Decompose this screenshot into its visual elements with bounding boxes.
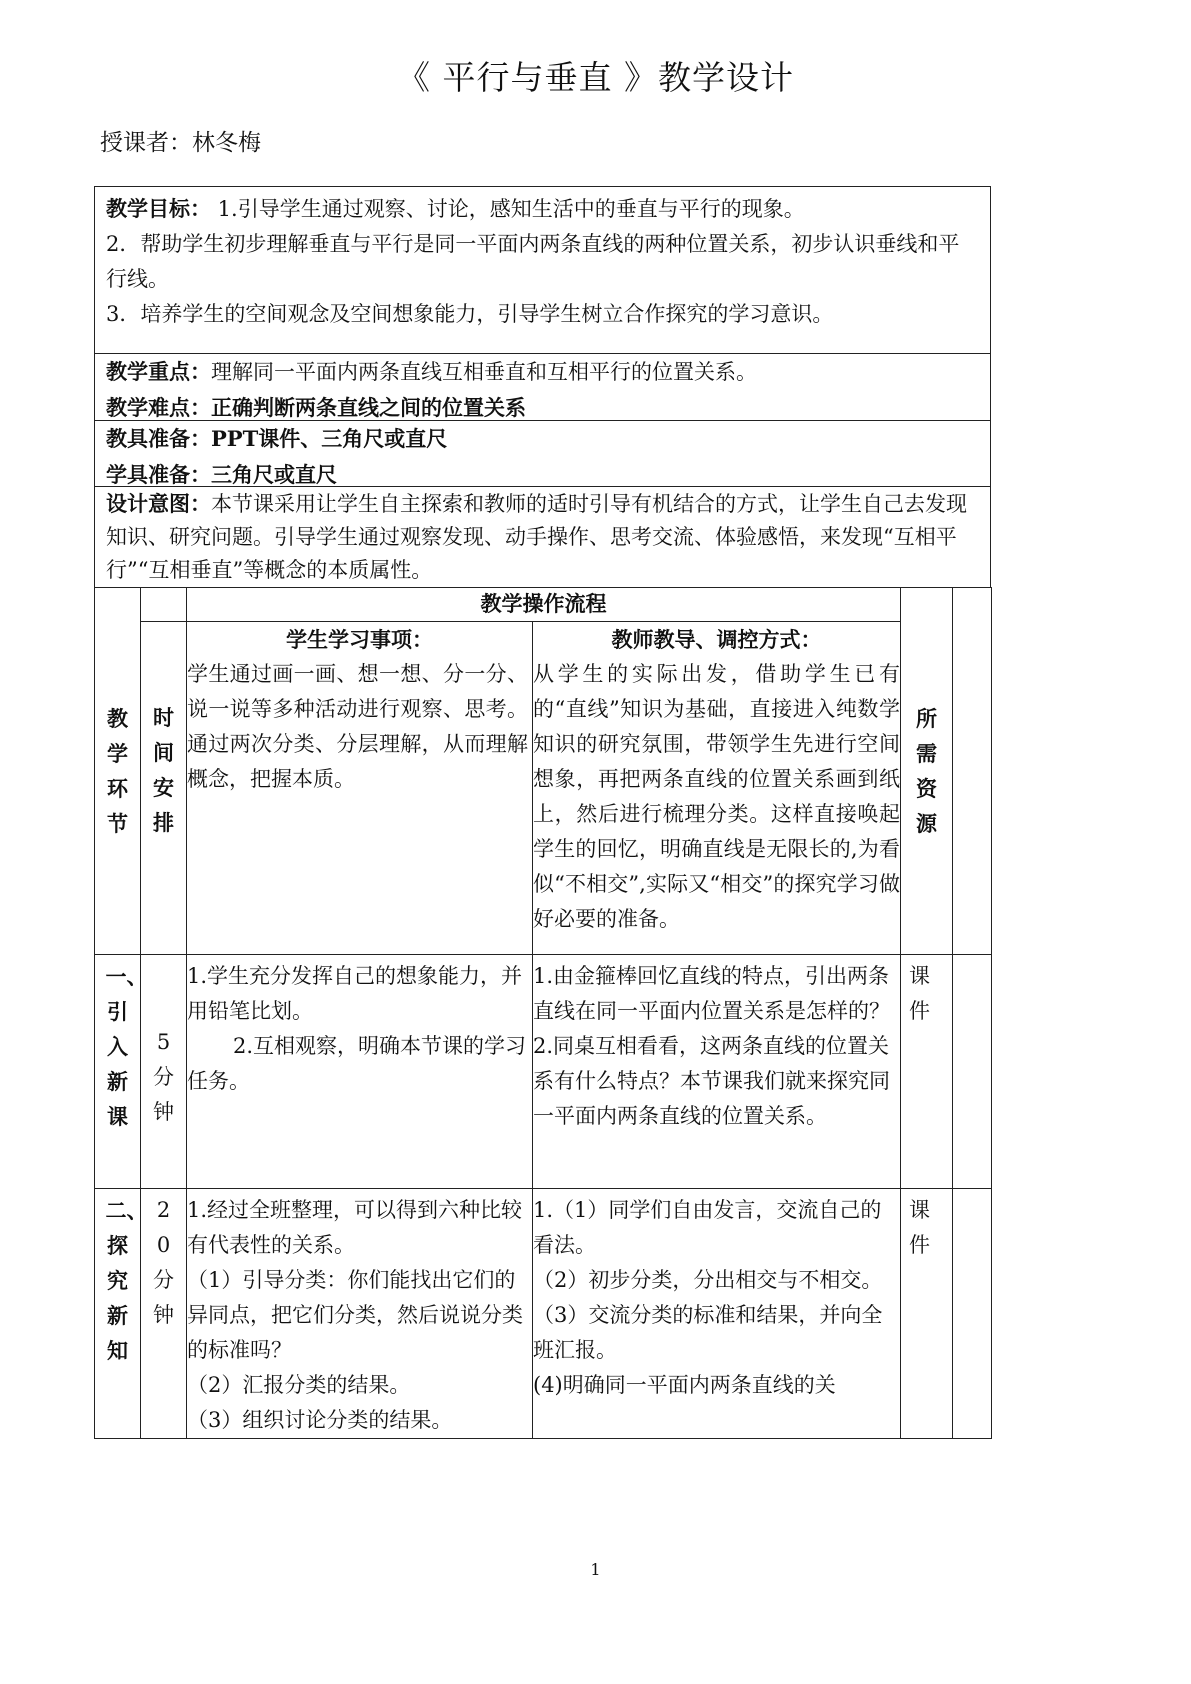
difficulty-label: 教学难点： <box>106 395 211 420</box>
resource-label: 课件 <box>909 964 930 1023</box>
student-header: 学生学习事项： <box>286 627 433 652</box>
resource-header: 所需资源 <box>916 706 937 836</box>
student-item: 2.互相观察，明确本节课的学习任务。 <box>187 1034 527 1093</box>
table-row <box>95 955 992 1189</box>
extra-cell <box>953 955 992 1189</box>
teacher-item: （2）初步分类，分出相交与不相交。 <box>533 1268 883 1292</box>
stage-header: 教学环节 <box>107 706 128 836</box>
time-cell <box>141 955 187 1189</box>
objectives-box <box>94 186 991 354</box>
time-header-cell <box>141 622 187 955</box>
page-title: 《 平行与垂直 》教学设计 <box>397 58 794 97</box>
resource-cell <box>901 1189 953 1439</box>
student-item: 1.学生充分发挥自己的想象能力，并用铅笔比划。 <box>187 964 523 1023</box>
student-tools-text: 三角尺或直尺 <box>211 462 337 487</box>
student-item: 1.经过全班整理，可以得到六种比较有代表性的关系。 <box>187 1198 523 1257</box>
tools-box <box>94 420 991 487</box>
student-tools-label: 学具准备： <box>106 462 211 487</box>
student-item: （1）引导分类：你们能找出它们的异同点，把它们分类，然后说说分类的标准吗？ <box>187 1268 523 1362</box>
flow-header: 教学操作流程 <box>187 588 901 622</box>
teacher-item: (4)明确同一平面内两条直线的关 <box>533 1373 836 1397</box>
student-item: （2）汇报分类的结果。 <box>187 1373 411 1397</box>
student-item: （3）组织讨论分类的结果。 <box>187 1408 453 1432</box>
teacher-intro-cell <box>533 622 901 955</box>
student-intro-cell <box>187 622 533 955</box>
stage-label: 一、引入新课 <box>105 964 148 1129</box>
stage-cell <box>95 1189 148 1439</box>
time-cell <box>141 1189 187 1439</box>
design-intent-box <box>94 486 991 588</box>
student-intro: 学生通过画一画、想一想、分一分、说一说等多种活动进行观察、思考。通过两次分类、分层理解，从而理解概念，把握本质。 <box>187 662 528 791</box>
teacher-header: 教师教导、调控方式： <box>611 627 822 652</box>
teacher-tools-text: PPT课件、三角尺或直尺 <box>211 426 448 451</box>
objectives-line3: 3．培养学生的空间观念及空间想象能力，引导学生树立合作探究的学习意识。 <box>106 302 834 326</box>
objectives-line2: 2．帮助学生初步理解垂直与平行是同一平面内两条直线的两种位置关系，初步认识垂线和平行线。 <box>106 232 960 291</box>
key-point-label: 教学重点： <box>106 359 211 384</box>
stage-cell <box>95 955 148 1189</box>
resource-cell <box>901 955 953 1189</box>
extra-cell <box>953 1189 992 1439</box>
key-point-text: 理解同一平面内两条直线互相垂直和互相平行的位置关系。 <box>211 360 757 384</box>
teacher-cell <box>533 955 901 1189</box>
resource-header-cell <box>901 588 953 955</box>
teacher-cell <box>533 1189 901 1439</box>
flow-table <box>94 587 992 1439</box>
objectives-line1: 1.引导学生通过观察、讨论，感知生活中的垂直与平行的现象。 <box>211 197 805 221</box>
teacher-item: 1.（1）同学们自由发言，交流自己的看法。 <box>533 1198 882 1257</box>
teacher-intro: 从学生的实际出发，借助学生已有的“直线”知识为基础，直接进入纯数学知识的研究氛围，带领学生先进行空间想象，再把两条直线的位置关系画到纸上，然后进行梳理分类。这样直接唤起学生的回忆，明确直线是无限长的,为看似“不相交”,实际又“相交”的探究学习做好必要的准备。 <box>533 662 900 931</box>
teacher-item: （3）交流分类的标准和结果，并向全班汇报。 <box>533 1303 883 1362</box>
time-header-top <box>141 588 187 622</box>
teacher-item: 1.由金箍棒回忆直线的特点，引出两条直线在同一平面内位置关系是怎样的？ <box>533 964 890 1023</box>
stage-header-cell <box>95 588 141 955</box>
design-intent-text: 本节课采用让学生自主探索和教师的适时引导有机结合的方式，让学生自己去发现知识、研究问题。引导学生通过观察发现、动手操作、思考交流、体验感悟，来发现“互相平行”“互相垂直”等概念的本质属性。 <box>106 492 967 582</box>
table-row <box>95 1189 992 1439</box>
time-header: 时间安排 <box>153 705 174 835</box>
time-label: 5分钟 <box>153 1030 174 1124</box>
extra-col-header <box>953 588 992 955</box>
student-cell <box>187 955 533 1189</box>
teacher-tools-label: 教具准备： <box>106 426 211 451</box>
objectives-label: 教学目标： <box>106 196 211 221</box>
time-label: 20分钟 <box>153 1198 174 1327</box>
key-difficulty-box <box>94 353 991 421</box>
student-cell <box>187 1189 533 1439</box>
resource-label: 课件 <box>909 1198 930 1257</box>
design-intent-label: 设计意图： <box>106 491 211 516</box>
teacher-item: 2.同桌互相看看，这两条直线的位置关系有什么特点？本节课我们就来探究同一平面内两条直线的位置关系。 <box>533 1034 890 1128</box>
stage-label: 二、探究新知 <box>105 1198 148 1363</box>
page-number: 1 <box>590 1560 601 1579</box>
difficulty-text: 正确判断两条直线之间的位置关系 <box>211 395 526 420</box>
author-line: 授课者：林冬梅 <box>100 130 261 156</box>
